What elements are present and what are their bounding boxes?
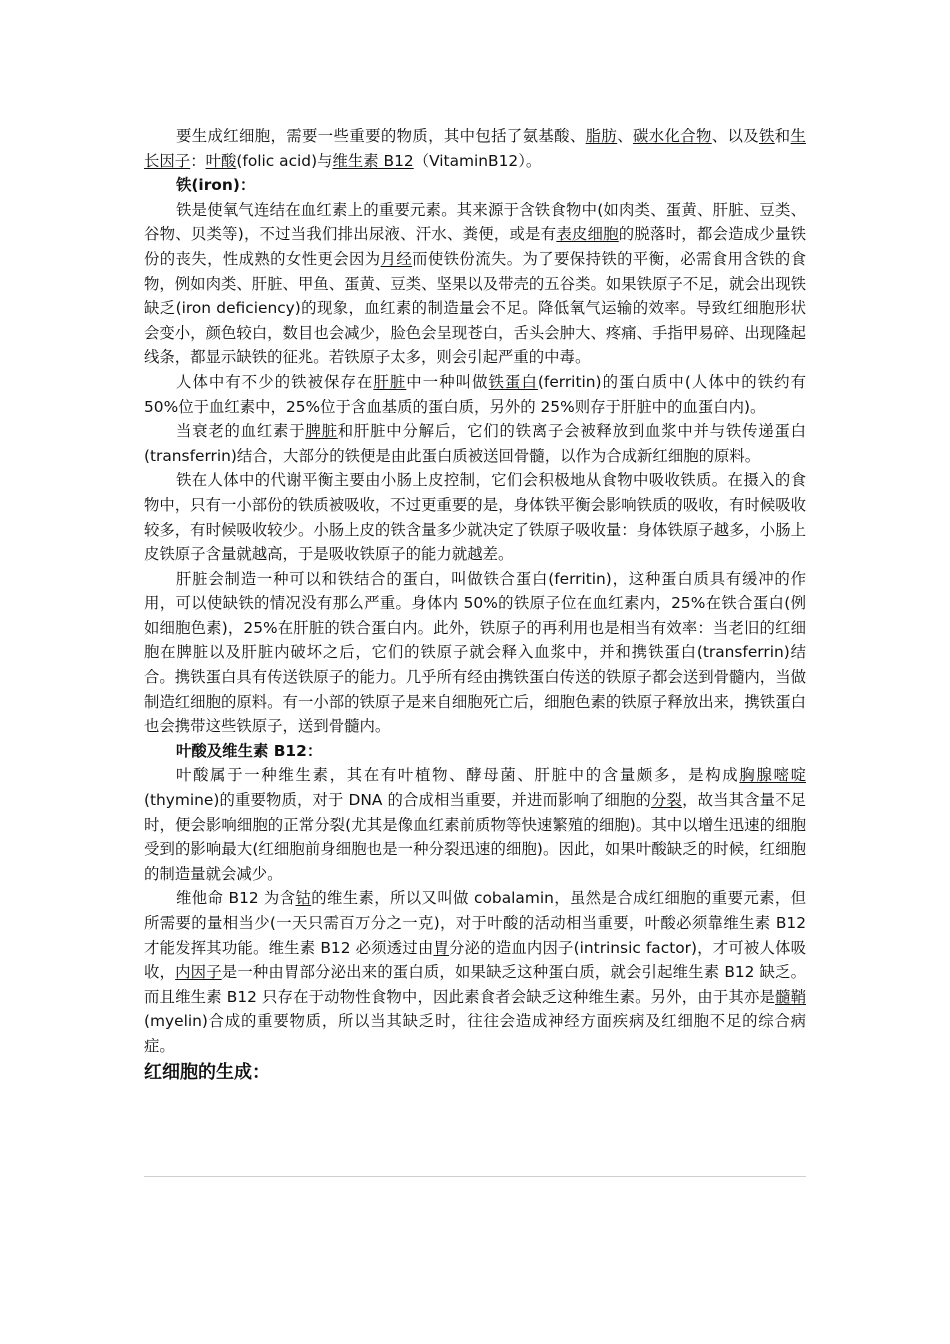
text-run: 是一种由胃部分泌出来的蛋白质，如果缺乏这种蛋白质，就会引起维生素 B12 缺乏。而且维生素 B12 只存在于动物性食物中，因此素食者会缺乏这种维生素。另外，由于其亦是 <box>144 963 806 1006</box>
text-run: 和 <box>774 127 791 145</box>
link-fat[interactable]: 脂肪 <box>585 127 618 145</box>
text-run: (thymine)的重要物质，对于 DNA 的合成相当重要，并进而影响了细胞的 <box>144 791 652 810</box>
iron-paragraph-1 <box>144 198 806 370</box>
link-ferritin[interactable]: 铁蛋白 <box>488 372 538 391</box>
text-run: 维他命 B12 为含 <box>176 889 296 908</box>
link-iron[interactable]: 铁 <box>759 127 775 145</box>
link-division[interactable]: 分裂 <box>651 791 683 810</box>
text-run: 分泌的造血内因子(intrinsic factor)，才可被人体吸收， <box>144 938 806 982</box>
link-epidermal-cell[interactable]: 表皮细胞 <box>556 225 619 244</box>
divider <box>144 1176 806 1177</box>
text-run: (myelin)合成的重要物质，所以当其缺乏时，往往会造成神经方面疾病及红细胞不足的综合病症。 <box>144 1012 806 1055</box>
text-run: 和肝脏中分解后，它们的铁离子会被释放到血浆中并与铁传递蛋白(transferrin)结合，大部分的铁便是由此蛋白质被送回骨髓，以作为合成新红细胞的原料。 <box>144 422 806 465</box>
text-run: 的维生素，所以又叫做 cobalamin，虽然是合成红细胞的重要元素，但所需要的量相当少(一天只需百万分之一克)，对于叶酸的活动相当重要，叶酸必须靠维生素 B12 才能发挥其功能。维生素 B12 必须透过由 <box>144 889 806 957</box>
section-heading: 红细胞的生成： <box>144 1061 270 1083</box>
link-spleen[interactable]: 脾脏 <box>305 422 338 441</box>
folic-paragraph-2 <box>144 886 806 1058</box>
text-run: 人体中有不少的铁被保存在 <box>176 372 374 391</box>
text-run: 叶酸属于一种维生素，其在有叶植物、酵母菌、肝脏中的含量颇多，是构成 <box>176 766 740 785</box>
iron-paragraph-5: 肝脏会制造一种可以和铁结合的蛋白，叫做铁合蛋白(ferritin)，这种蛋白质具有缓冲的作用，可以使缺铁的情况没有那么严重。身体内 50%的铁原子位在血红素内，25%在铁合蛋白(例如细胞色素)，25%在肝脏的铁合蛋白内。此外，铁原子的再利用也是相当有效率：当老旧的红细胞在脾脏以及肝脏内破坏之后，它们的铁原子就会释入血浆中，并和携铁蛋白(transferrin)结合。携铁蛋白具有传送铁原子的能力。几乎所有经由携铁蛋白传送的铁原子都会送到骨髓内，当做制造红细胞的原料。有一小部的铁原子是来自细胞死亡后，细胞色素的铁原子释放出来，携铁蛋白也会携带这些铁原子，送到骨髓内。 <box>144 569 806 736</box>
iron-heading: 铁(iron)： <box>176 176 256 195</box>
iron-paragraph-3 <box>144 419 806 468</box>
text-run: 的脱落时，都会造成少量铁份的丧失，性成熟的女性更会因为 <box>144 225 806 268</box>
link-thymine[interactable]: 胸腺嘧啶 <box>739 766 806 785</box>
folic-heading: 叶酸及维生素 B12： <box>176 741 323 760</box>
link-cobalt[interactable]: 钴 <box>295 889 312 908</box>
text-run: 而使铁份流失。为了要保持铁的平衡，必需食用含铁的食物，例如肉类、肝脏、甲鱼、蛋黄、豆类、坚果以及带壳的五谷类。如果铁原子不足，就会出现铁缺乏(iron deficiency)的现象，血红素的制造量会不足。降低氧气运输的效率。导致红细胞形状会变小，颜色较白，数目也会减少，脸色会呈现苍白，舌头会肿大、疼痛、手指甲易碎、出现隆起线条，都显示缺铁的征兆。若铁原子太多，则会引起严重的中毒。 <box>144 249 806 367</box>
link-stomach[interactable]: 胃 <box>433 938 450 957</box>
text-run: 当衰老的血红素于 <box>176 422 306 441</box>
link-liver[interactable]: 肝脏 <box>373 372 407 391</box>
link-carbohydrate[interactable]: 碳水化合物 <box>632 127 712 145</box>
text-run: (folic acid)与 <box>236 151 333 170</box>
text-run: 中一种叫做 <box>406 372 489 391</box>
text-run: 要生成红细胞，需要一些重要的物质，其中包括了氨基酸、 <box>176 127 586 145</box>
iron-paragraph-4: 铁在人体中的代谢平衡主要由小肠上皮控制，它们会积极地从食物中吸收铁质。在摄入的食物中，只有一小部份的铁质被吸收，不过更重要的是，身体铁平衡会影响铁质的吸收，有时候吸收较多，有时候吸收较少。小肠上皮的铁含量多少就决定了铁原子吸收量：身体铁原子越多，小肠上皮铁原子含量就越高，于是吸收铁原子的能力就越差。 <box>144 471 806 564</box>
text-run: ： <box>190 151 206 170</box>
text-run: 、以及 <box>711 127 760 145</box>
text-run: ，故当其含量不足时，便会影响细胞的正常分裂(尤其是像血红素前质物等快速繁殖的细胞)。其中以增生迅速的细胞受到的影响最大(红细胞前身细胞也是一种分裂迅速的细胞)。因此，如果叶酸缺乏的时候，红细胞的制造量就会减少。 <box>144 791 806 883</box>
iron-paragraph-2 <box>144 370 806 419</box>
text-run: 、 <box>617 127 633 145</box>
document-body <box>144 124 806 1087</box>
link-myelin[interactable]: 髓鞘 <box>775 987 806 1006</box>
text-run: (ferritin)的蛋白质中(人体中的铁约有 50%位于血红素中，25%位于含血基质的蛋白质，另外的 25%则存于肝脏中的血蛋白内)。 <box>144 372 806 416</box>
intro-paragraph <box>144 124 806 173</box>
text-run: 铁是使氧气连结在血红素上的重要元素。其来源于含铁食物中(如肉类、蛋黄、肝脏、豆类、谷物、贝类等)，不过当我们排出尿液、汗水、粪便，或是有 <box>144 200 806 244</box>
link-vitamin-b12[interactable]: 维生素 B12 <box>332 151 414 170</box>
text-run: （VitaminB12）。 <box>413 151 542 170</box>
link-intrinsic-factor[interactable]: 内因子 <box>175 963 222 982</box>
link-menstruation[interactable]: 月经 <box>380 249 413 268</box>
link-folic-acid[interactable]: 叶酸 <box>205 151 237 170</box>
link-growth-factor[interactable]: 生长因子 <box>144 127 806 170</box>
folic-paragraph-1 <box>144 763 806 886</box>
